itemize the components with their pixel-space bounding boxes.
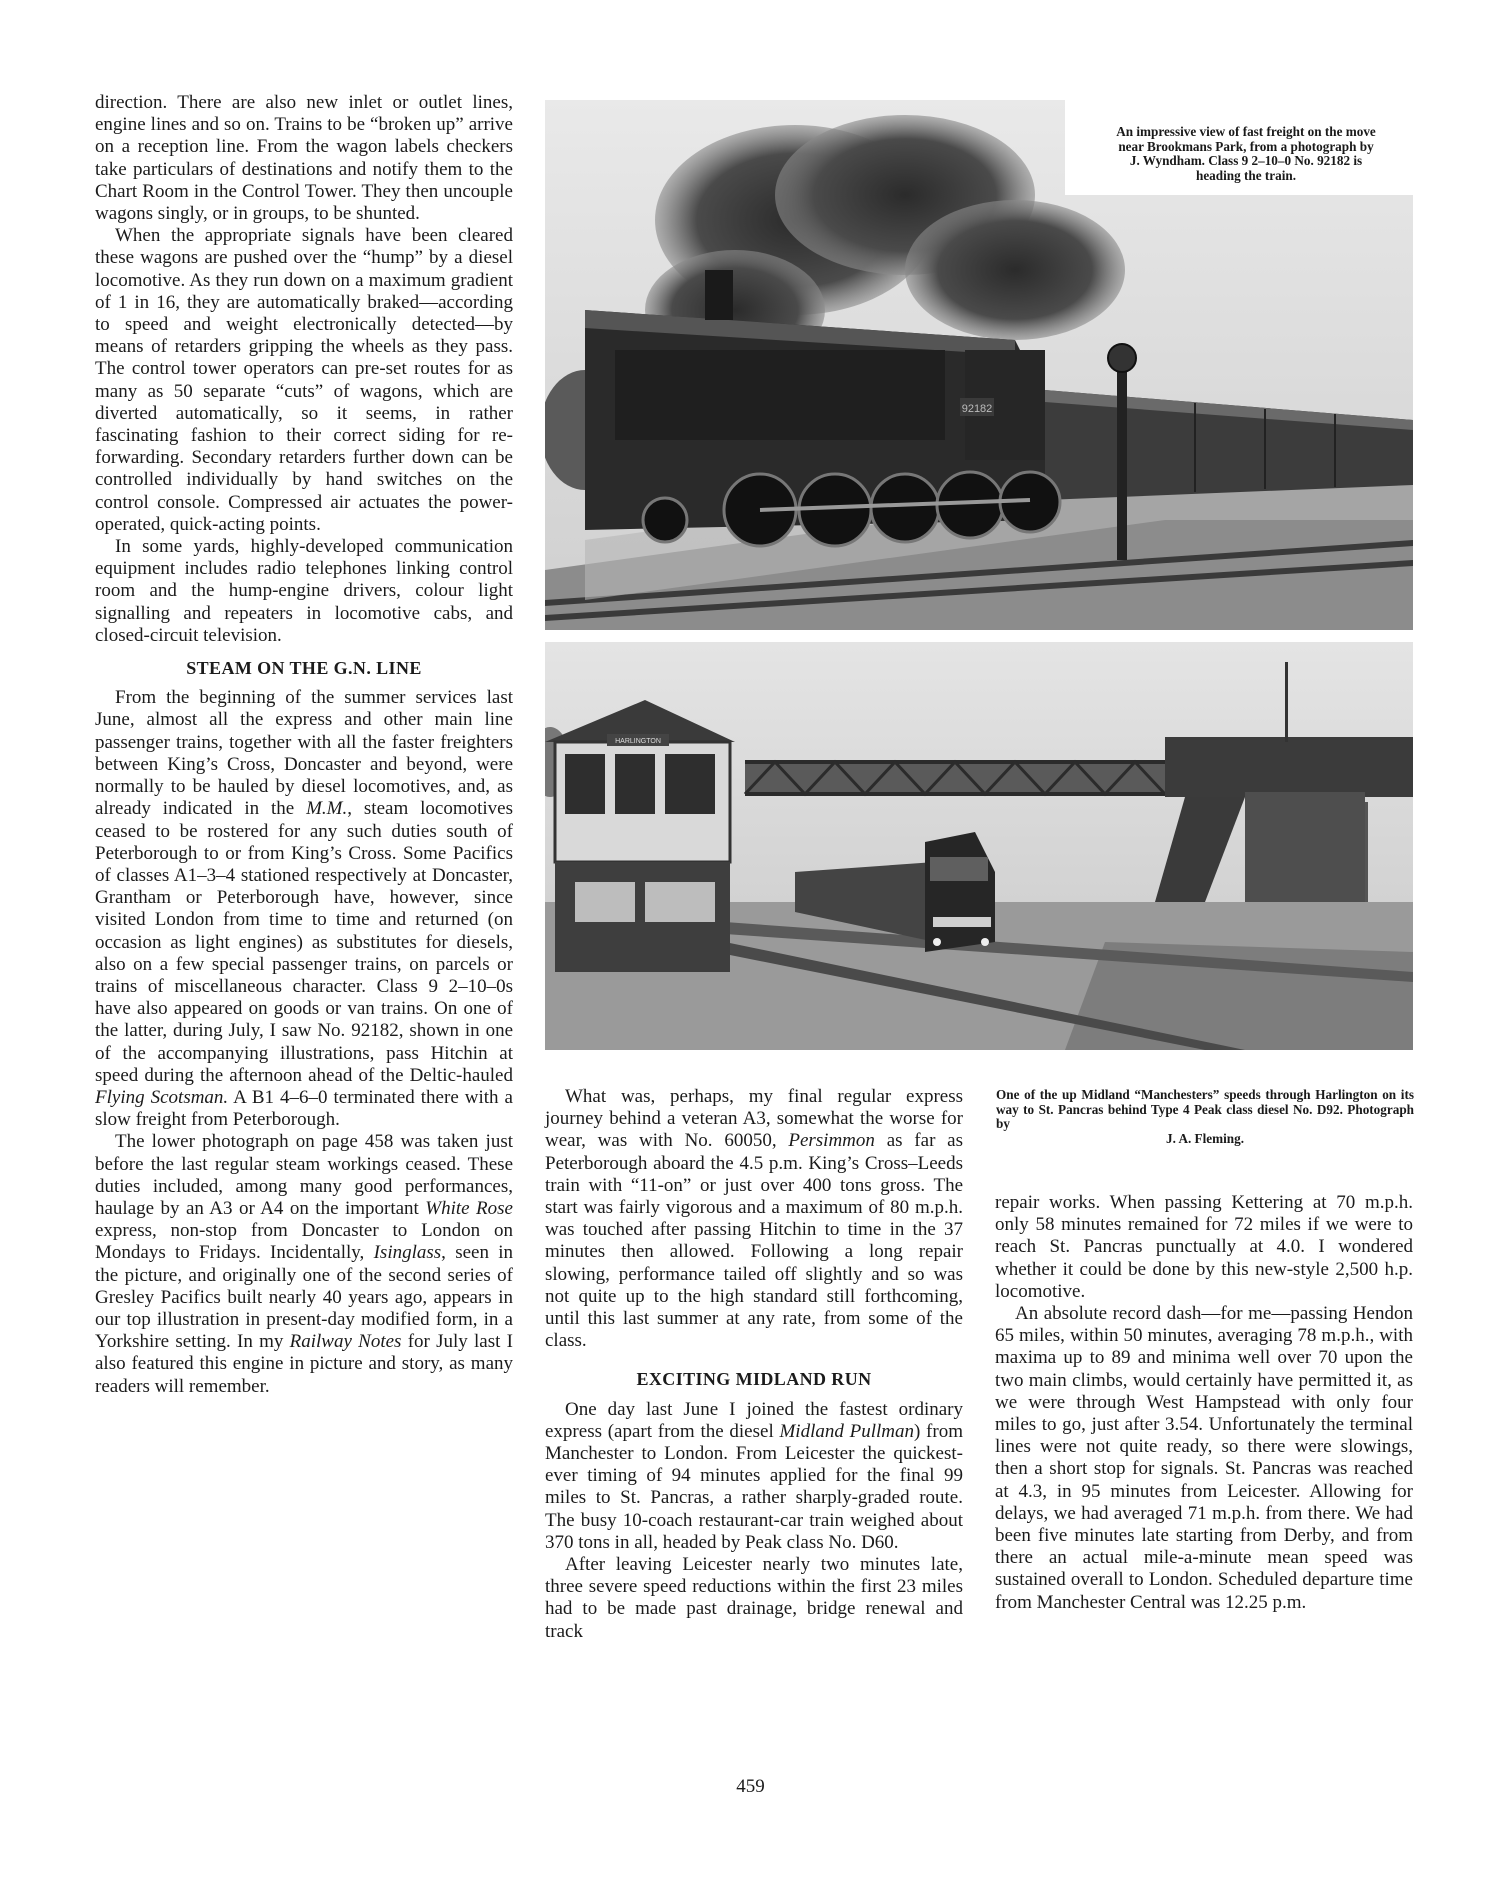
italic-title: Midland Pullman: [779, 1420, 914, 1442]
italic-title: Persimmon: [788, 1130, 875, 1152]
signal-box-nameboard: HARLINGTON: [615, 738, 661, 745]
loco-number-plate: 92182: [961, 403, 993, 415]
italic-title: Isinglass: [373, 1242, 442, 1264]
text-run: for July last I also featured this engine in picture and story, as many readers will remember.: [95, 1331, 513, 1397]
paragraph: After leaving Leicester nearly two minutes late, three severe speed reductions within the first 23 miles had to be made past drainage, bridge renewal and track: [545, 1554, 963, 1642]
text-column-2: [545, 1086, 963, 1643]
text-column-3: [995, 1192, 1413, 1614]
text-run: The lower photograph on page 458 was taken just before the last regular steam workings ceased. These duties included, among many good performances, haulage by an A3 or A4 on the important: [95, 1131, 513, 1219]
text-run: A B1 4–6–0 terminated there with a slow freight from Peterborough.: [95, 1086, 513, 1131]
paragraph: [545, 1399, 963, 1554]
paragraph: [545, 1086, 963, 1352]
italic-title: Flying Scotsman.: [95, 1086, 229, 1108]
text-run: , seen in the picture, and originally one of the second series of Gresley Pacifics built nearly 40 years ago, appears in our top illustration in present-day modified form, in a Yorkshire setting. In my: [95, 1242, 513, 1353]
text-run: express, non-stop from Doncaster to London on Mondays to Fridays. Incidentally,: [95, 1220, 513, 1264]
paragraph: [95, 1131, 513, 1397]
caption-text: One of the up Midland “Manchesters” speeds through Harlington on its way to St. Pancras behind Type 4 Peak class diesel No. D92. Photograph by: [996, 1087, 1414, 1132]
paragraph: In some yards, highly-developed communication equipment includes radio telephones linking control room and the hump-engine drivers, colour light signalling and repeaters in locomotive cabs, and closed-circuit television.: [95, 536, 513, 646]
text-column-1: [95, 92, 513, 1398]
text-run: , steam locomotives ceased to be rostered for any such duties south of Peterborough to or from King’s Cross. Some Pacifics of classes A1–3–4 stationed respectively at Doncaster, Grantham or Peterborough have, however, since visited London from time to time and returned (on occasion as light engines) as substitutes for diesels, also on a few special passenger trains, on parcels or trains of miscellaneous character. Class 9 2–10–0s have also appeared on goods or van trains. On one of the latter, during July, I saw No. 92182, shown in one of the accompanying illustrations, pass Hitchin at speed during the afternoon ahead of the Deltic-hauled: [95, 798, 513, 1086]
italic-title: White Rose: [425, 1197, 513, 1219]
signal-box: [545, 700, 735, 972]
photo-caption-top: An impressive view of fast freight on the move near Brookmans Park, from a photograph by J. Wyndham. Class 9 2–10–0 No. 92182 is heading the train.: [1116, 124, 1376, 183]
photo-diesel-harlington: [545, 642, 1413, 1050]
paragraph: [95, 687, 513, 1131]
paragraph: An absolute record dash—for me—passing Hendon 65 miles, within 50 minutes, averaging 78 m.p.h., with maxima up to 89 and minima well over 70 upon the two main climbs, would certainly have permitted it, as we were through West Hampstead with only four miles to go, just after 3.54. Unfortunately the terminal lines were not quite ready, so there were slowings, then a short stop for signals. St. Pancras was reached at 4.3, in 95 minutes from Leicester. Allowing for delays, we had averaged 71 m.p.h. from there. We had been five minutes late starting from Derby, and from there an actual mile-a-minute mean speed was sustained overall to London. Scheduled departure time from Manchester Central was 12.25 p.m.: [995, 1303, 1413, 1613]
section-heading: EXCITING MIDLAND RUN: [636, 1369, 872, 1390]
text-run: ) from Manchester to London. From Leicester the quickest-ever timing of 94 minutes applied for the final 99 miles to St. Pancras, a rather sharply-graded route. The busy 10-coach restaurant-car train weighed about 370 tons in all, headed by Peak class No. D60.: [545, 1420, 963, 1553]
photo-caption-bottom: [996, 1088, 1414, 1146]
italic-title: M.M.: [306, 798, 348, 820]
text-run: What was, perhaps, my final regular express journey behind a veteran A3, somewhat the worse for wear, was with No. 60050,: [545, 1086, 963, 1152]
caption-credit: J. A. Fleming.: [1165, 1130, 1245, 1146]
paragraph: When the appropriate signals have been cleared these wagons are pushed over the “hump” by a diesel locomotive. As they run down on a maximum gradient of 1 in 16, they are automatically braked—according to speed and weight electronically detected—by means of retarders gripping the wheels as they pass. The control tower operators can pre-set routes for as many as 50 separate “cuts” of wagons, which are diverted automatically, so it seems, in rather fascinating fashion to their correct siding for re-forwarding. Secondary retarders further down can be controlled individually by hand switches on the control console. Compressed air actuates the power-operated, quick-acting points.: [95, 225, 513, 535]
paragraph: repair works. When passing Kettering at 70 m.p.h. only 58 minutes remained for 72 miles if we were to reach St. Pancras punctually at 4.0. I wondered whether it could be done by this new-style 2,500 h.p. locomotive.: [995, 1192, 1413, 1302]
paragraph: direction. There are also new inlet or outlet lines, engine lines and so on. Trains to be “broken up” arrive on a reception line. From the wagon labels checkers take particulars of destinations and notify them to the Chart Room in the Control Tower. They then uncouple wagons singly, or in groups, to be shunted.: [95, 92, 513, 225]
italic-title: Railway Notes: [289, 1331, 402, 1353]
text-run: as far as Peterborough aboard the 4.5 p.m. King’s Cross–Leeds train with “11-on” or just over 400 tons gross. The start was fairly vigorous and a maximum of 80 m.p.h. was touched after passing Hitchin to time in the 37 minutes then allowed. Following a long repair slowing, performance tailed off slightly and so was not quite up to the high standard still forthcoming, until this last summer at any rate, from some of the class.: [545, 1130, 964, 1352]
text-run: One day last June I joined the fastest ordinary express (apart from the diesel: [545, 1398, 963, 1442]
section-heading: STEAM ON THE G.N. LINE: [186, 658, 422, 679]
signal-box-diesel-illustration: [545, 642, 1413, 1050]
text-run: From the beginning of the summer services last June, almost all the express and other main line passenger trains, together with all the faster freighters between King’s Cross, Doncaster and beyond, were normally to be hauled by diesel locomotives, and, as already indicated in the: [95, 687, 513, 820]
page-number: 459: [736, 1776, 765, 1797]
